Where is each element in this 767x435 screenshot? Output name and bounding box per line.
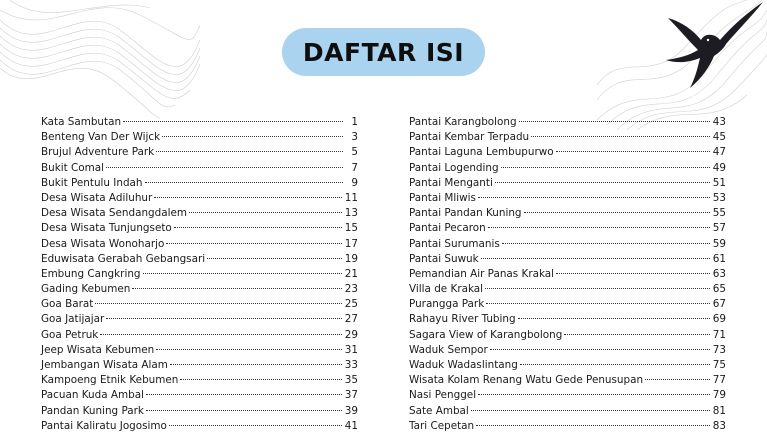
- toc-entry-page-number: 25: [344, 298, 358, 311]
- dot-leader: [502, 243, 710, 244]
- dot-leader: [145, 182, 343, 183]
- toc-entry-title: Rahayu River Tubing: [409, 313, 516, 326]
- toc-entry-page-number: 49: [712, 161, 726, 174]
- toc-entry-title: Waduk Wadaslintang: [409, 359, 518, 371]
- toc-entry[interactable]: [41, 222, 358, 237]
- dot-leader: [519, 121, 710, 122]
- toc-entry[interactable]: [41, 405, 358, 420]
- toc-entry-page-number: 75: [712, 359, 726, 371]
- toc-entry[interactable]: [41, 374, 358, 389]
- toc-entry-title: Bukit Comal: [41, 161, 104, 174]
- toc-entry[interactable]: [409, 313, 726, 328]
- toc-entry-title: Gading Kebumen: [41, 283, 131, 296]
- toc-entry-page-number: 1: [351, 116, 358, 128]
- toc-entry-page-number: 51: [712, 176, 726, 189]
- dot-leader: [132, 288, 341, 289]
- toc-entry[interactable]: [409, 253, 726, 268]
- dot-leader: [156, 349, 342, 350]
- toc-entry-page-number: 43: [712, 116, 726, 128]
- toc-entry-page-number: 57: [712, 222, 726, 235]
- dot-leader: [485, 288, 710, 289]
- toc-entry-page-number: 21: [344, 267, 358, 280]
- dot-leader: [556, 273, 710, 274]
- toc-entry-page-number: 69: [712, 313, 726, 326]
- toc-entry-title: Pantai Laguna Lembupurwo: [409, 146, 554, 159]
- dot-leader: [495, 182, 710, 183]
- toc-entry[interactable]: [41, 420, 358, 435]
- toc-entry[interactable]: [41, 238, 358, 253]
- toc-entry[interactable]: [409, 283, 726, 298]
- toc-entry[interactable]: [41, 162, 358, 177]
- toc-entry[interactable]: [409, 374, 726, 389]
- toc-entry[interactable]: [409, 116, 726, 131]
- toc-entry[interactable]: [41, 177, 358, 192]
- dot-leader: [481, 258, 710, 259]
- toc-entry[interactable]: [409, 222, 726, 237]
- toc-entry[interactable]: [41, 268, 358, 283]
- toc-entry-title: Pantai Surumanis: [409, 237, 500, 250]
- toc-entry[interactable]: [41, 389, 358, 404]
- toc-entry-page-number: 67: [712, 298, 726, 311]
- toc-entry[interactable]: [409, 344, 726, 359]
- toc-entry-page-number: 37: [344, 389, 358, 402]
- dot-leader: [106, 167, 343, 168]
- toc-entry[interactable]: [409, 207, 726, 222]
- toc-entry-page-number: 53: [712, 191, 726, 204]
- toc-entry-title: Pantai Pecaron: [409, 222, 486, 235]
- dot-leader: [531, 136, 710, 137]
- dot-leader: [486, 303, 710, 304]
- toc-entry-title: Embung Cangkring: [41, 267, 141, 280]
- dot-leader: [478, 197, 710, 198]
- toc-entry-page-number: 77: [712, 374, 726, 387]
- toc-entry-title: Tari Cepetan: [409, 419, 475, 432]
- toc-entry-page-number: 13: [344, 207, 358, 220]
- toc-entry[interactable]: [41, 116, 358, 131]
- dot-leader: [488, 227, 710, 228]
- toc-entry[interactable]: [409, 329, 726, 344]
- toc-entry[interactable]: [41, 359, 358, 374]
- toc-entry[interactable]: [409, 177, 726, 192]
- toc-entry-page-number: 5: [351, 146, 358, 159]
- dot-leader: [520, 364, 710, 365]
- toc-entry-page-number: 83: [712, 419, 726, 432]
- toc-entry-page-number: 55: [712, 207, 726, 220]
- toc-entry-page-number: 3: [351, 131, 358, 144]
- toc-entry-title: Pandan Kuning Park: [41, 404, 144, 417]
- toc-entry-page-number: 47: [712, 146, 726, 159]
- toc-column-left: [41, 116, 358, 435]
- toc-entry-title: Eduwisata Gerabah Gebangsari: [41, 252, 206, 265]
- toc-entry[interactable]: [409, 389, 726, 404]
- dot-leader: [106, 318, 342, 319]
- toc-entry-title: Brujul Adventure Park: [41, 146, 155, 159]
- toc-entry-page-number: 17: [344, 237, 358, 250]
- toc-entry-title: Jeep Wisata Kebumen: [41, 343, 155, 356]
- toc-entry[interactable]: [41, 329, 358, 344]
- toc-entry-title: Pantai Mliwis: [409, 191, 476, 204]
- dot-leader: [518, 318, 710, 319]
- dot-leader: [95, 303, 341, 304]
- dot-leader: [174, 227, 342, 228]
- toc-entry-title: Goa Petruk: [41, 328, 99, 341]
- toc-entry-page-number: 15: [344, 222, 358, 235]
- toc-entry-page-number: 73: [712, 343, 726, 356]
- dot-leader: [478, 394, 710, 395]
- dot-leader: [156, 151, 343, 152]
- toc-entry[interactable]: [41, 298, 358, 313]
- toc-entry-page-number: 19: [344, 252, 358, 265]
- toc-entry[interactable]: [41, 146, 358, 161]
- dot-leader: [490, 349, 710, 350]
- dot-leader: [189, 212, 342, 213]
- toc-entry-title: Purangga Park: [409, 298, 485, 311]
- page-title: DAFTAR ISI: [302, 37, 465, 67]
- toc-entry-title: Pantai Karangbolong: [409, 116, 517, 128]
- toc-entry-title: Bukit Pentulu Indah: [41, 176, 143, 189]
- toc-entry[interactable]: [41, 344, 358, 359]
- toc-entry-page-number: 27: [344, 313, 358, 326]
- toc-entry-page-number: 61: [712, 252, 726, 265]
- dot-leader: [154, 197, 342, 198]
- toc-entry-title: Waduk Sempor: [409, 343, 488, 356]
- toc-entry[interactable]: [409, 162, 726, 177]
- dot-leader: [123, 121, 343, 122]
- dot-leader: [207, 258, 342, 259]
- toc-entry-title: Goa Barat: [41, 298, 94, 311]
- toc-entry-title: Benteng Van Der Wijck: [41, 131, 161, 144]
- dot-leader: [501, 167, 710, 168]
- toc-entry[interactable]: [409, 298, 726, 313]
- toc-entry[interactable]: [409, 192, 726, 207]
- toc-entry[interactable]: [41, 313, 358, 328]
- wave-lines-decoration-left: [0, 0, 200, 120]
- dot-leader: [146, 394, 342, 395]
- dot-leader: [556, 151, 710, 152]
- toc-entry-page-number: 79: [712, 389, 726, 402]
- toc-entry-page-number: 65: [712, 283, 726, 296]
- toc-entry-title: Pantai Menganti: [409, 176, 493, 189]
- dot-leader: [162, 136, 343, 137]
- toc-entry-title: Goa Jatijajar: [41, 313, 105, 326]
- toc-entry[interactable]: [41, 283, 358, 298]
- toc-entry[interactable]: [409, 359, 726, 374]
- toc-entry-title: Pantai Kembar Terpadu: [409, 131, 530, 144]
- toc-entry-title: Desa Wisata Adiluhur: [41, 191, 153, 204]
- dot-leader: [524, 212, 710, 213]
- toc-entry-page-number: 41: [344, 419, 358, 432]
- dot-leader: [143, 273, 342, 274]
- toc-entry-title: Desa Wisata Sendangdalem: [41, 207, 188, 220]
- toc-entry-title: Desa Wisata Wonoharjo: [41, 237, 165, 250]
- toc-entry[interactable]: [409, 131, 726, 146]
- toc-entry-page-number: 63: [712, 267, 726, 280]
- toc-entry-title: Kata Sambutan: [41, 116, 122, 128]
- toc-entry-page-number: 59: [712, 237, 726, 250]
- toc-entry-title: Nasi Penggel: [409, 389, 477, 402]
- toc-entry[interactable]: [409, 420, 726, 435]
- toc-entry-title: Desa Wisata Tunjungseto: [41, 222, 172, 235]
- dot-leader: [471, 410, 710, 411]
- toc-entry-title: Pacuan Kuda Ambal: [41, 389, 144, 402]
- toc-entry-page-number: 9: [351, 176, 358, 189]
- title-banner: [282, 28, 485, 76]
- toc-entry-title: Pantai Suwuk: [409, 252, 479, 265]
- dot-leader: [645, 379, 710, 380]
- swallow-bird-illustration: [660, 0, 765, 90]
- toc-entry-page-number: 45: [712, 131, 726, 144]
- toc-entry[interactable]: [409, 405, 726, 420]
- toc-entry-page-number: 7: [351, 161, 358, 174]
- toc-entry-title: Sagara View of Karangbolong: [409, 328, 563, 341]
- toc-entry[interactable]: [409, 268, 726, 283]
- dot-leader: [146, 410, 342, 411]
- toc-entry[interactable]: [41, 253, 358, 268]
- toc-entry-page-number: 31: [344, 343, 358, 356]
- dot-leader: [100, 334, 341, 335]
- toc-entry-page-number: 35: [344, 374, 358, 387]
- dot-leader: [169, 425, 342, 426]
- dot-leader: [476, 425, 710, 426]
- toc-entry[interactable]: [409, 238, 726, 253]
- dot-leader: [170, 364, 342, 365]
- toc-entry-page-number: 71: [712, 328, 726, 341]
- toc-entry-page-number: 81: [712, 404, 726, 417]
- toc-entry[interactable]: [41, 131, 358, 146]
- toc-entry-title: Pantai Logending: [409, 161, 499, 174]
- toc-entry-title: Wisata Kolam Renang Watu Gede Penusupan: [409, 374, 644, 387]
- toc-entry-page-number: 29: [344, 328, 358, 341]
- toc-entry-page-number: 11: [344, 191, 358, 204]
- toc-column-right: [409, 116, 726, 435]
- dot-leader: [564, 334, 709, 335]
- toc-entry-title: Pemandian Air Panas Krakal: [409, 267, 555, 280]
- dot-leader: [180, 379, 341, 380]
- toc-entry-title: Sate Ambal: [409, 404, 469, 417]
- dot-leader: [166, 243, 341, 244]
- toc-entry-page-number: 39: [344, 404, 358, 417]
- toc-entry-title: Jembangan Wisata Alam: [41, 359, 168, 371]
- toc-entry-title: Kampoeng Etnik Kebumen: [41, 374, 179, 387]
- toc-entry[interactable]: [41, 207, 358, 222]
- toc-entry-page-number: 33: [344, 359, 358, 371]
- toc-entry[interactable]: [409, 146, 726, 161]
- toc-entry[interactable]: [41, 192, 358, 207]
- toc-entry-title: Pantai Kaliratu Jogosimo: [41, 419, 167, 432]
- toc-entry-page-number: 23: [344, 283, 358, 296]
- toc-entry-title: Villa de Krakal: [409, 283, 484, 296]
- toc-entry-title: Pantai Pandan Kuning: [409, 207, 522, 220]
